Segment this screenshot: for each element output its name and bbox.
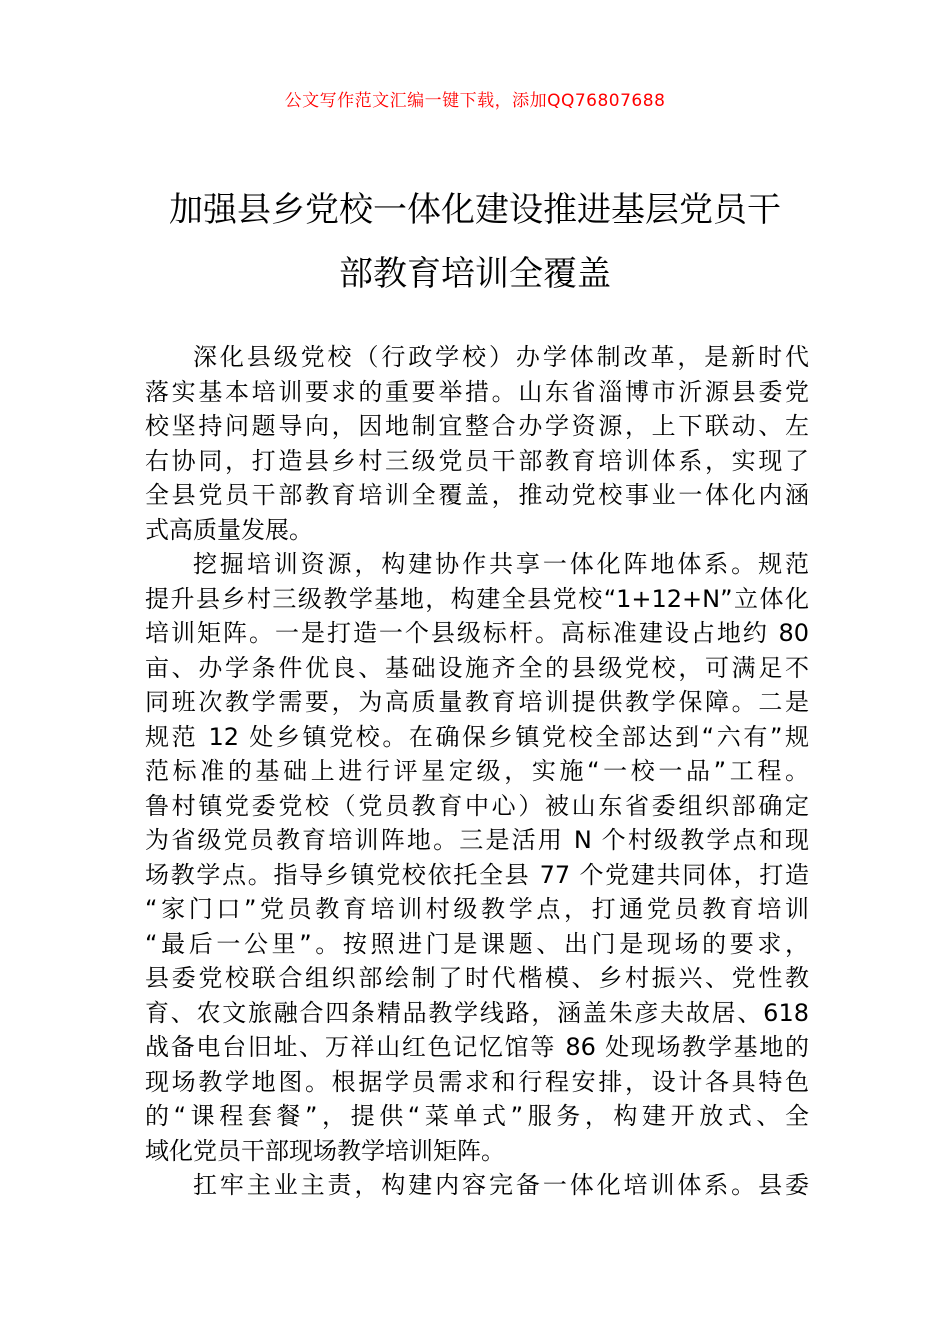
text-line: 域化党员干部现场教学培训矩阵。	[145, 1136, 505, 1165]
text-line: 式高质量发展。	[145, 515, 313, 544]
paragraph-resources	[145, 547, 809, 1168]
text-line: “最后一公里”。按照进门是课题、出门是现场的要求，	[145, 929, 809, 958]
promo-banner: 公文写作范文汇编一键下载，添加QQ76807688	[284, 91, 666, 111]
text-line: 场教学点。指导乡镇党校依托全县 77 个党建共同体，打造	[145, 860, 809, 889]
text-line: 县委党校联合组织部绘制了时代楷模、乡村振兴、党性教	[145, 964, 809, 992]
title-line-2: 部教育培训全覆盖	[339, 254, 611, 294]
text-line: 范标准的基础上进行评星定级，实施“一校一品”工程。	[145, 757, 809, 785]
text-line: 挖掘培训资源，构建协作共享一体化阵地体系。规范	[193, 550, 809, 578]
text-line: 为省级党员教育培训阵地。三是活用 N 个村级教学点和现	[145, 826, 809, 854]
text-line: 战备电台旧址、万祥山红色记忆馆等 86 处现场教学基地的	[145, 1033, 809, 1061]
text-line: 深化县级党校（行政学校）办学体制改革，是新时代	[193, 343, 809, 371]
paragraph-intro	[145, 340, 809, 547]
text-line: 现场教学地图。根据学员需求和行程安排，设计各具特色	[145, 1067, 809, 1096]
document-title	[150, 178, 800, 306]
text-line: 亩、办学条件优良、基础设施齐全的县级党校，可满足不	[145, 653, 809, 682]
paragraph-curriculum	[145, 1168, 809, 1203]
text-line: “家门口”党员教育培训村级教学点，打通党员教育培训	[145, 895, 809, 923]
text-line: 扛牢主业主责，构建内容完备一体化培训体系。县委	[193, 1171, 809, 1199]
text-line: 规范 12 处乡镇党校。在确保乡镇党校全部达到“六有”规	[145, 722, 809, 751]
text-line: 全县党员干部教育培训全覆盖，推动党校事业一体化内涵	[145, 481, 809, 509]
text-line: 右协同，打造县乡村三级党员干部教育培训体系，实现了	[145, 446, 809, 475]
document-body	[145, 340, 809, 1203]
text-line: 育、农文旅融合四条精品教学线路，涵盖朱彦夫故居、618	[145, 998, 809, 1027]
text-line: 校坚持问题导向，因地制宜整合办学资源，上下联动、左	[145, 412, 809, 440]
title-line-1: 加强县乡党校一体化建设推进基层党员干	[169, 190, 781, 230]
text-line: 落实基本培训要求的重要举措。山东省淄博市沂源县委党	[145, 377, 809, 406]
text-line: 的“课程套餐”，提供“菜单式”服务，构建开放式、全	[145, 1102, 809, 1130]
text-line: 提升县乡村三级教学基地，构建全县党校“1+12+N”立体化	[145, 584, 809, 613]
text-line: 培训矩阵。一是打造一个县级标杆。高标准建设占地约 80	[145, 619, 809, 647]
text-line: 同班次教学需要，为高质量教育培训提供教学保障。二是	[145, 688, 809, 716]
text-line: 鲁村镇党委党校（党员教育中心）被山东省委组织部确定	[145, 791, 809, 820]
